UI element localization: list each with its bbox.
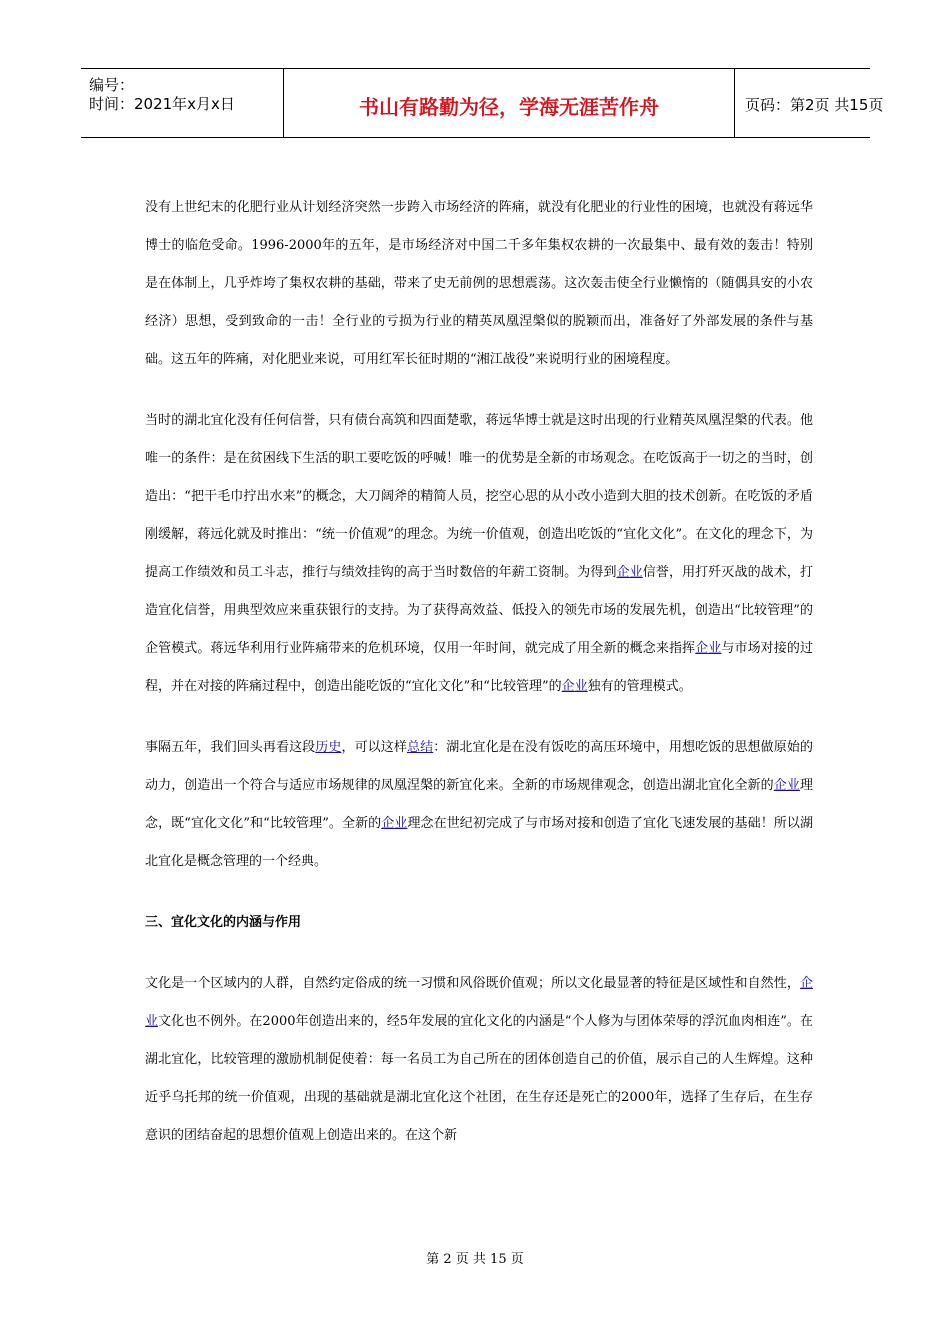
page-footer: 第 2 页 共 15 页 bbox=[426, 1252, 524, 1267]
header-motto-cell bbox=[284, 69, 735, 137]
text-run: 独有的管理模式。 bbox=[587, 679, 692, 694]
inline-link[interactable]: 总结 bbox=[406, 740, 434, 755]
text-run: 文化是一个区域内的人群，自然约定俗成的统一习惯和风俗既价值观；所以文化最显著的特征是区域性和自然性， bbox=[145, 976, 800, 991]
page-code: 页码：第2页 共15页 bbox=[745, 96, 884, 114]
text-run: ，可以这样 bbox=[341, 740, 407, 755]
text-run: 理念在世纪初完成了与市场对接和创造了宜化飞速发展的基础！所以湖北宜化是概念管理的一个经典。 bbox=[145, 816, 813, 869]
inline-link[interactable]: 企业 bbox=[616, 565, 643, 580]
paragraph-1 bbox=[145, 189, 813, 379]
paragraph-2 bbox=[145, 402, 813, 706]
inline-link[interactable]: 企业 bbox=[773, 778, 800, 793]
time-label: 时间：2021年x月x日 bbox=[89, 95, 235, 113]
header-info-cell bbox=[81, 69, 284, 137]
section-title: 三、宜化文化的内涵与作用 bbox=[145, 915, 302, 930]
inline-link[interactable]: 历史 bbox=[315, 740, 342, 755]
inline-link[interactable]: 企业 bbox=[561, 679, 588, 694]
document-body bbox=[145, 189, 813, 1178]
inline-link[interactable]: 企业 bbox=[381, 816, 408, 831]
number-label: 编号： bbox=[89, 76, 135, 94]
text-run: 文化也不例外。在2000年创造出来的，经5年发展的宜化文化的内涵是“个人修为与团体荣辱的浮沉血肉相连”。在湖北宜化，比较管理的激励机制促使着：每一名员工为自己所在的团体创造自己的价值，展示自己的人生辉煌。这种近乎乌托邦的统一价值观，出现的基础就是湖北宜化这个社团，在生存还是死亡的2000年，选择了生存后，在生存意识的团结奋起的思想价值观上创造出来的。在这个新 bbox=[145, 1014, 813, 1143]
text-run: 信誉，用打歼灭战的战术，打造宜化信誉，用典型效应来重获银行的支持。为了获得高效益、低投入的领先市场的发展先机，创造出“比较管理”的企管模式。蒋远华利用行业阵痛带来的危机环境，仅用一年时间，就完成了用全新的概念来指挥 bbox=[145, 565, 813, 656]
text-run: 与市场对接的过程，并在对接的阵痛过程中，创造出能吃饭的“宜化文化”和“比较管理”的 bbox=[145, 641, 813, 694]
text-run: 没有上世纪末的化肥行业从计划经济突然一步跨入市场经济的阵痛，就没有化肥业的行业性的困境，也就没有蒋远华博士的临危受命。1996-2000年的五年，是市场经济对中国二千多年集权农耕的一次最集中、最有效的轰击！特别是在体制上，几乎炸垮了集权农耕的基础，带来了史无前例的思想震荡。这次轰击使全行业懒惰的（随偶具安的小农经济）思想，受到致命的一击！全行业的亏损为行业的精英凤凰涅槃似的脱颖而出，准备好了外部发展的条件与基础。这五年的阵痛，对化肥业来说，可用红军长征时期的“湘江战役”来说明行业的困境程度。 bbox=[145, 200, 813, 367]
paragraph-4 bbox=[145, 965, 813, 1155]
header-page-cell bbox=[735, 69, 884, 137]
motto: 书山有路勤为径，学海无涯苦作舟 bbox=[359, 95, 659, 119]
text-run: 当时的湖北宜化没有任何信誉，只有债台高筑和四面楚歌，蒋远华博士就是这时出现的行业精英凤凰涅槃的代表。他唯一的条件：是在贫困线下生活的职工要吃饭的呼喊！唯一的优势是全新的市场观念。在吃饭高于一切之的当时，创造出：“把干毛巾拧出水来”的概念，大刀阔斧的精简人员，挖空心思的从小改小造到大胆的技术创新。在吃饭的矛盾刚缓解，蒋远化就及时推出：“统一价值观”的理念。为统一价值观，创造出吃饭的“宜化文化”。在文化的理念下，为提高工作绩效和员工斗志，推行与绩效挂钩的高于当时数倍的年薪工资制。为得到 bbox=[145, 413, 813, 580]
text-run: 理念，既“宜化文化”和“比较管理”。全新的 bbox=[145, 778, 813, 831]
page-header bbox=[81, 68, 884, 138]
inline-link[interactable]: 企业 bbox=[145, 976, 813, 1029]
inline-link[interactable]: 企业 bbox=[695, 641, 722, 656]
paragraph-3 bbox=[145, 729, 813, 881]
text-run: 事隔五年，我们回头再看这段 bbox=[145, 740, 316, 755]
text-run: ：湖北宜化是在没有饭吃的高压环境中，用想吃饭的思想做原始的动力，创造出一个符合与适应市场规律的凤凰涅槃的新宜化来。全新的市场规律观念，创造出湖北宜化全新的 bbox=[145, 740, 813, 793]
